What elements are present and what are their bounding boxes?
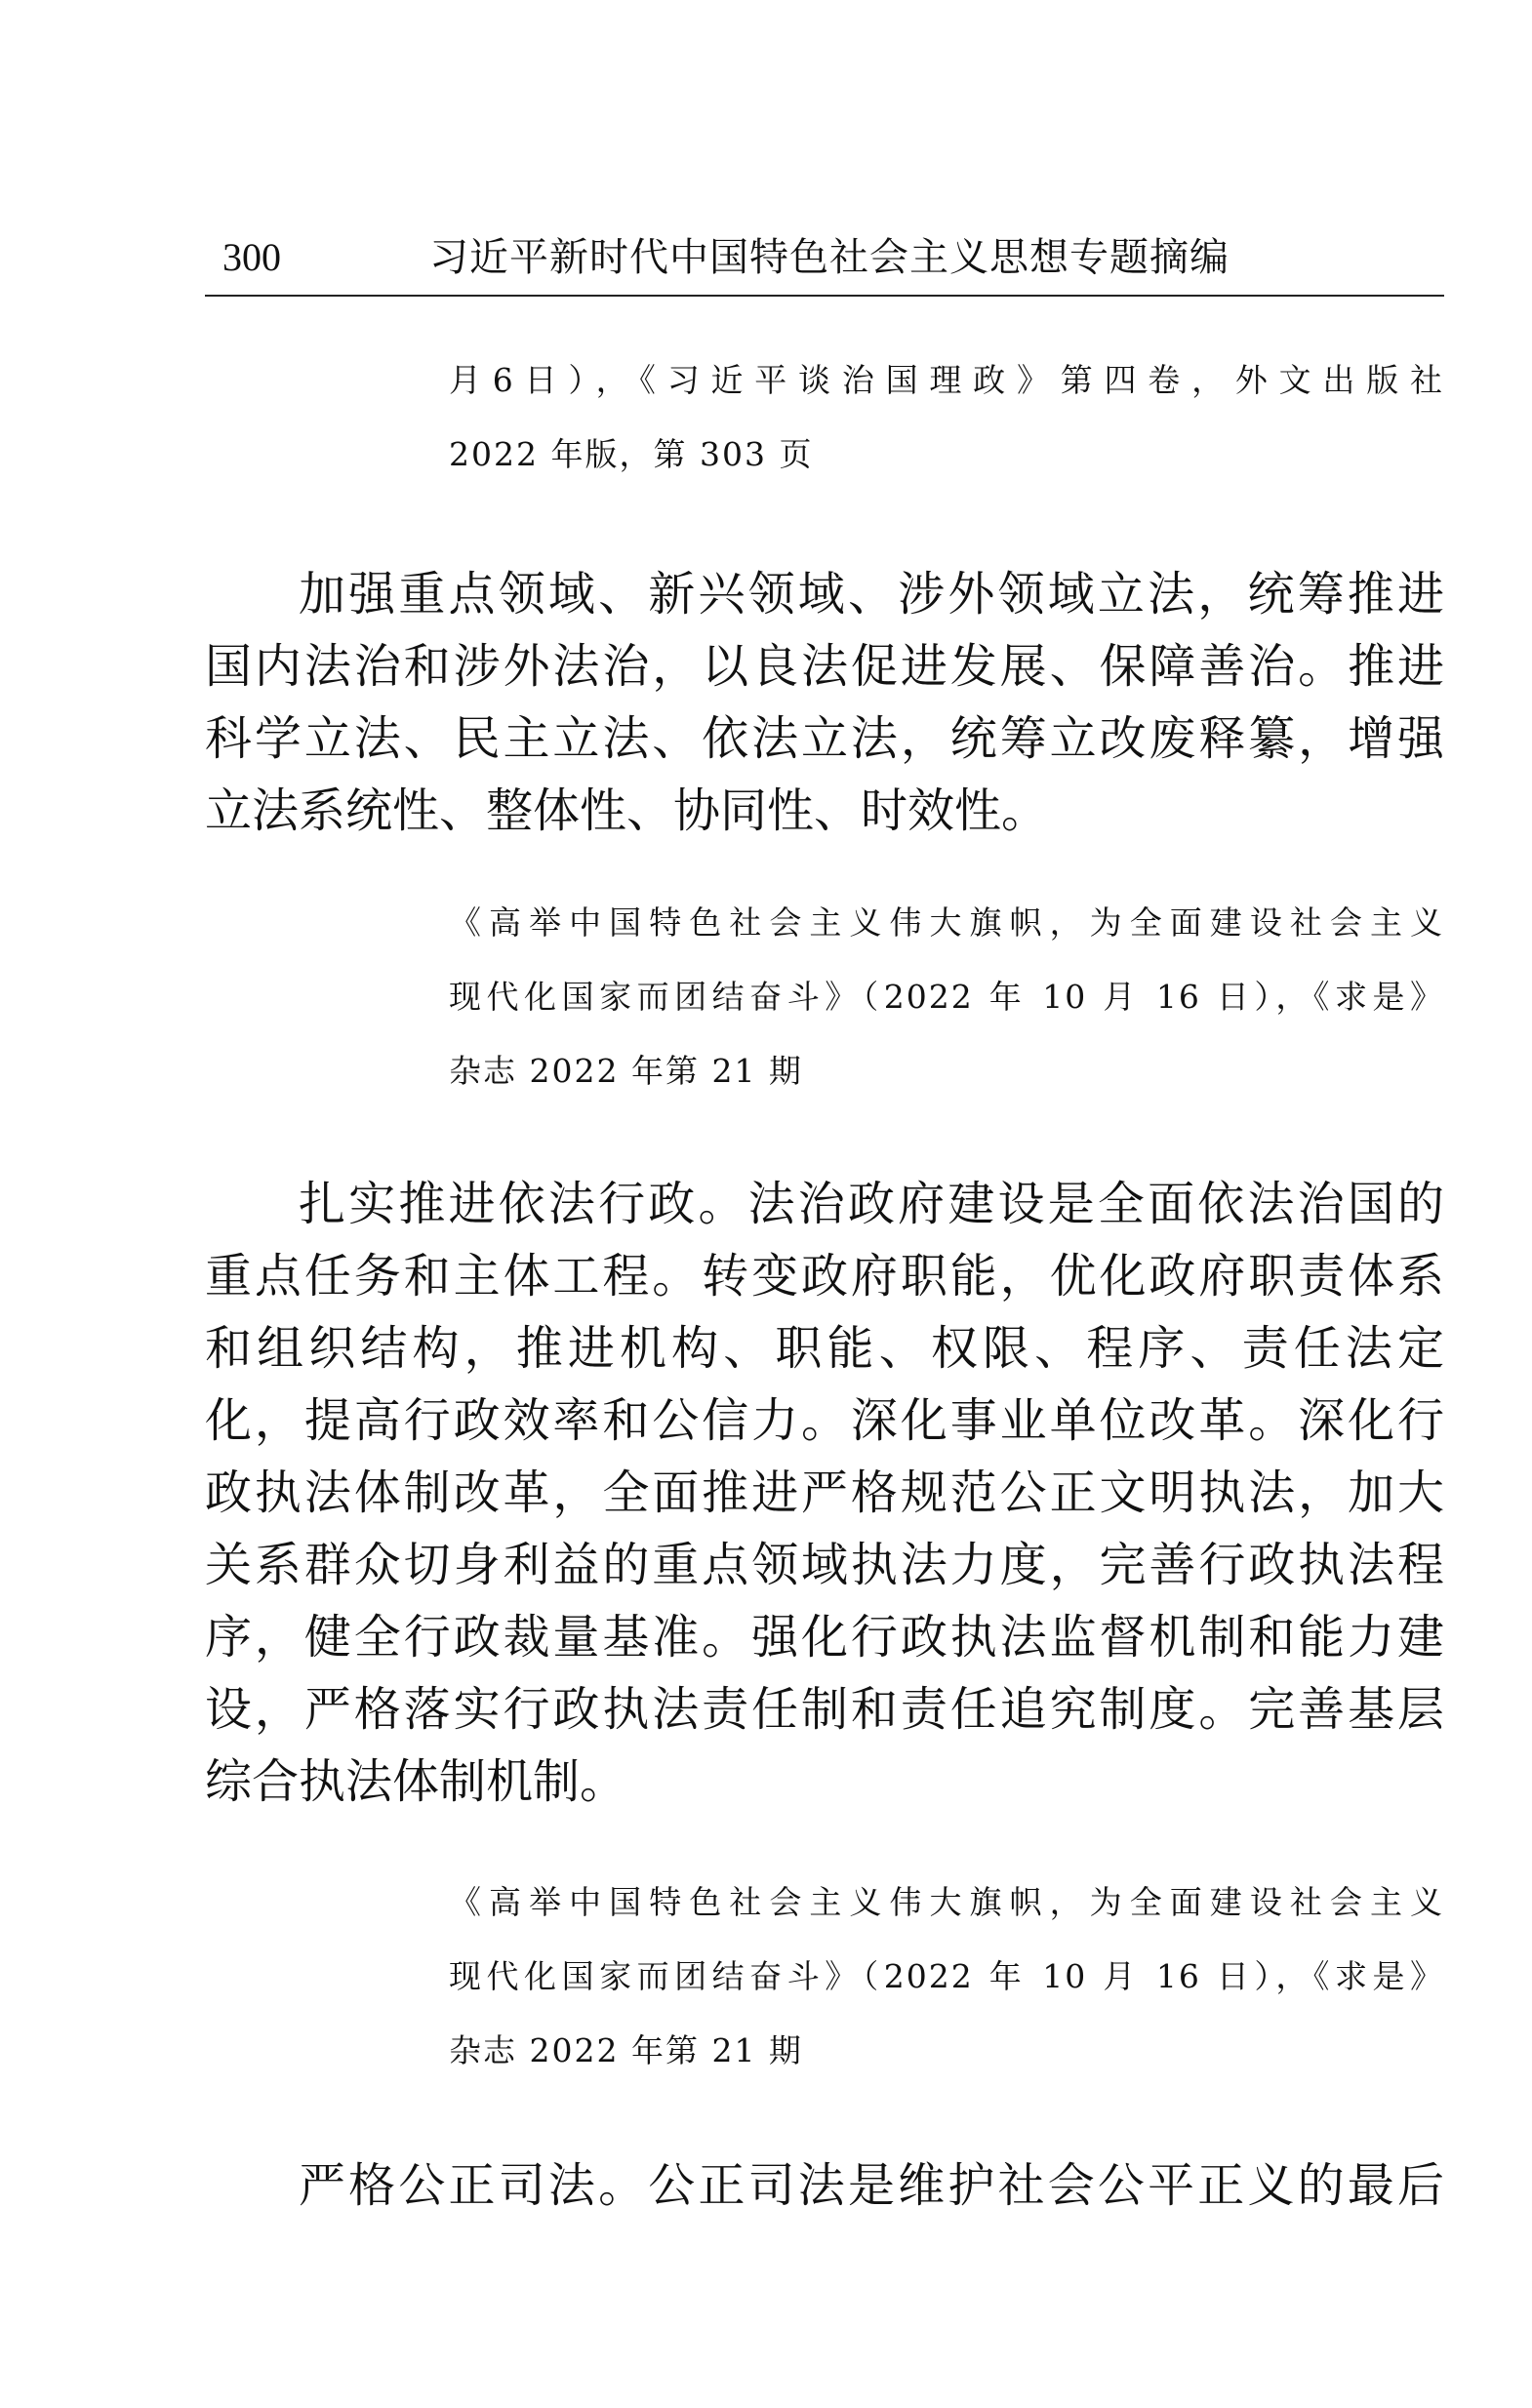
paragraph-line: 设，严格落实行政执法责任制和责任追究制度。完善基层 bbox=[205, 1682, 1444, 1737]
citation-line: 杂志 2022 年第 21 期 bbox=[449, 2031, 803, 2069]
citation-1 bbox=[449, 886, 1444, 1108]
paragraph-line: 国内法治和涉外法治，以良法促进发展、保障善治。推进 bbox=[205, 639, 1444, 694]
paragraph-line: 化，提高行政效率和公信力。深化事业单位改革。深化行 bbox=[205, 1393, 1444, 1448]
page-number: 300 bbox=[222, 235, 281, 279]
header-rule bbox=[205, 295, 1444, 297]
citation-line: 2022 年版，第 303 页 bbox=[449, 435, 814, 473]
body-paragraph-1 bbox=[205, 558, 1444, 847]
paragraph-line: 立法系统性、整体性、协同性、时效性。 bbox=[205, 783, 1049, 838]
citation-line: 《高举中国特色社会主义伟大旗帜，为全面建设社会主义 bbox=[449, 903, 1444, 942]
citation-line: 杂志 2022 年第 21 期 bbox=[449, 1052, 803, 1090]
body-paragraph-3 bbox=[205, 2149, 1444, 2222]
paragraph-line: 关系群众切身利益的重点领域执法力度，完善行政执法程 bbox=[205, 1538, 1444, 1592]
paragraph-line: 扎实推进依法行政。法治政府建设是全面依法治国的 bbox=[299, 1177, 1444, 1231]
paragraph-line: 政执法体制改革，全面推进严格规范公正文明执法，加大 bbox=[205, 1465, 1444, 1520]
paragraph-line: 序，健全行政裁量基准。强化行政执法监督机制和能力建 bbox=[205, 1610, 1444, 1665]
paragraph-line: 综合执法体制机制。 bbox=[205, 1754, 627, 1809]
citation-top bbox=[449, 343, 1444, 492]
body-paragraph-2 bbox=[205, 1168, 1444, 1818]
citation-line: 现代化国家而团结奋斗》（2022 年 10 月 16 日），《求是》 bbox=[449, 978, 1444, 1016]
paragraph-line: 重点任务和主体工程。转变政府职能，优化政府职责体系 bbox=[205, 1249, 1444, 1304]
paragraph-line: 加强重点领域、新兴领域、涉外领域立法，统筹推进 bbox=[299, 567, 1444, 622]
page-header bbox=[205, 222, 1444, 301]
running-title: 习近平新时代中国特色社会主义思想专题摘编 bbox=[429, 235, 1230, 280]
paragraph-line: 严格公正司法。公正司法是维护社会公平正义的最后 bbox=[299, 2158, 1444, 2213]
citation-line: 《高举中国特色社会主义伟大旗帜，为全面建设社会主义 bbox=[449, 1883, 1444, 1921]
paragraph-line: 科学立法、民主立法、依法立法，统筹立改废释纂，增强 bbox=[205, 711, 1444, 766]
citation-line: 月6日），《习近平谈治国理政》第四卷，外文出版社 bbox=[449, 361, 1444, 399]
citation-line: 现代化国家而团结奋斗》（2022 年 10 月 16 日），《求是》 bbox=[449, 1957, 1444, 1995]
citation-2 bbox=[449, 1866, 1444, 2088]
paragraph-line: 和组织结构，推进机构、职能、权限、程序、责任法定 bbox=[205, 1321, 1444, 1376]
